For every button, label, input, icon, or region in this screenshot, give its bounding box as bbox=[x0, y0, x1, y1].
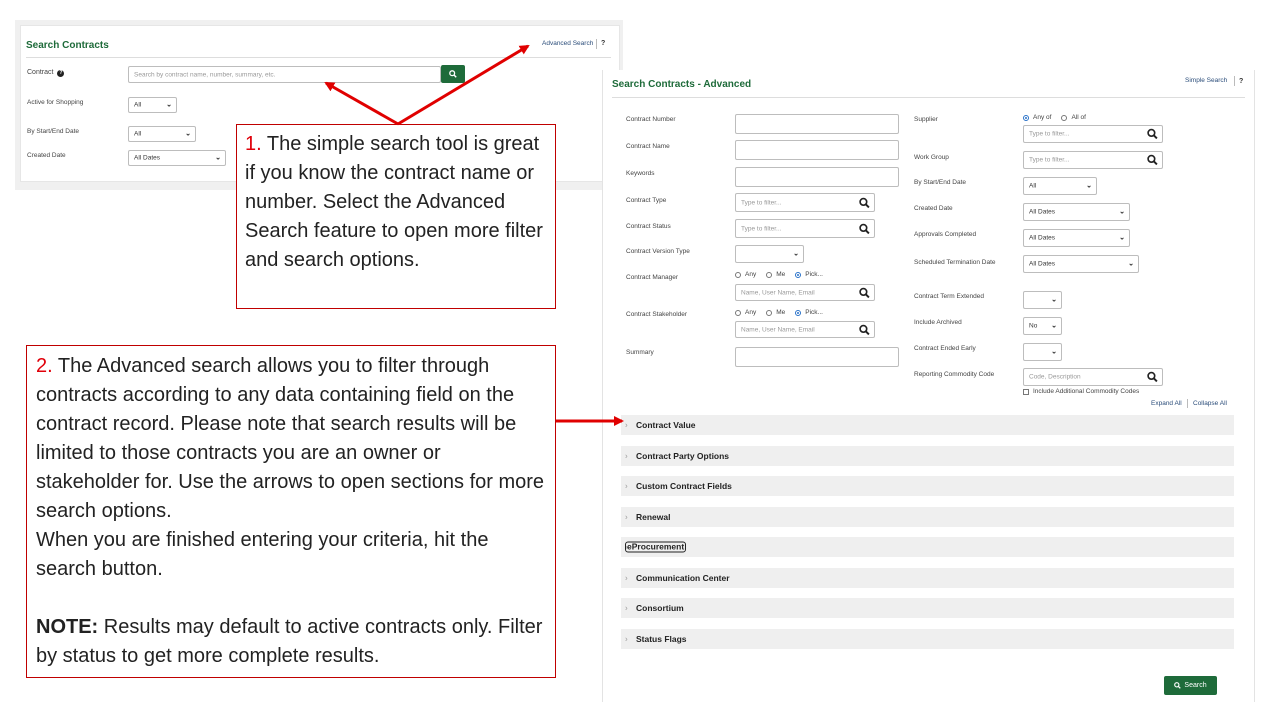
chevron-down-icon: ⌄ bbox=[166, 101, 172, 109]
contract-name-label: Contract Name bbox=[626, 143, 670, 150]
chevron-down-icon: ⌄ bbox=[1051, 296, 1057, 304]
chevron-right-icon: › bbox=[625, 420, 628, 430]
arrow-to-advanced-link bbox=[398, 46, 528, 124]
section-custom-contract-fields[interactable]: › Custom Contract Fields bbox=[621, 476, 1234, 496]
section-contract-value[interactable]: › Contract Value bbox=[621, 415, 1234, 435]
chevron-down-icon: ⌄ bbox=[793, 250, 799, 258]
chevron-down-icon: ⌄ bbox=[1119, 234, 1125, 242]
approvals-completed-select[interactable]: All Dates ⌄ bbox=[1023, 229, 1130, 247]
help-link[interactable]: ? bbox=[601, 40, 606, 47]
contract-manager-input[interactable]: Name, User Name, Email bbox=[735, 284, 875, 301]
created-date-label: Created Date bbox=[27, 152, 66, 159]
active-for-shopping-label: Active for Shopping bbox=[27, 99, 84, 106]
created-date-select[interactable]: All Dates ⌄ bbox=[128, 150, 226, 166]
chevron-right-icon: › bbox=[625, 634, 628, 644]
callout-number: 2. bbox=[36, 355, 53, 377]
approvals-completed-label: Approvals Completed bbox=[914, 231, 977, 238]
info-circle-icon: ? bbox=[59, 70, 63, 76]
contract-type-label: Contract Type bbox=[626, 197, 667, 204]
section-consortium[interactable]: › Consortium bbox=[621, 598, 1234, 618]
section-eprocurement[interactable]: › eProcurement bbox=[621, 537, 1234, 557]
start-end-date-label: By Start/End Date bbox=[27, 128, 80, 135]
callout-text: The simple search tool is great if you know the contract name or number. Select the Advanced Search feature to open more filter and search options. bbox=[245, 133, 543, 271]
scheduled-termination-select[interactable]: All Dates ⌄ bbox=[1023, 255, 1139, 273]
section-communication-center[interactable]: › Communication Center bbox=[621, 568, 1234, 588]
callout-number: 1. bbox=[245, 133, 262, 155]
start-end-date-label: By Start/End Date bbox=[914, 179, 967, 186]
supplier-filter[interactable]: Type to filter... bbox=[1023, 125, 1163, 143]
scheduled-termination-label: Scheduled Termination Date bbox=[914, 259, 996, 266]
arrow-to-contract-search bbox=[326, 83, 398, 124]
callout-note: NOTE: Results may default to active contracts only. Filter by status to get more complete results. bbox=[36, 616, 543, 667]
supplier-any-of-option[interactable]: Any of bbox=[1023, 114, 1051, 121]
include-archived-select[interactable]: No ⌄ bbox=[1023, 317, 1062, 335]
contract-label: Contract ? bbox=[27, 69, 63, 76]
chevron-right-icon: › bbox=[625, 512, 628, 522]
active-for-shopping-select[interactable]: All ⌄ bbox=[128, 97, 177, 113]
section-contract-party-options[interactable]: › Contract Party Options bbox=[621, 446, 1234, 466]
work-group-filter[interactable]: Type to filter... bbox=[1023, 151, 1163, 169]
contract-stakeholder-label: Contract Stakeholder bbox=[626, 311, 688, 318]
manager-pick-option[interactable]: Pick... bbox=[795, 271, 823, 278]
advanced-search-link[interactable]: Advanced Search bbox=[542, 40, 594, 47]
callout-paragraph: 2. The Advanced search allows you to filter through contracts according to any data containing field on the contract record. Please note that search results will be limited to those contracts you are an owner or stakeholder for. Use the arrows to open sections for more search options. bbox=[36, 355, 545, 522]
summary-label: Summary bbox=[626, 349, 654, 356]
term-extended-label: Contract Term Extended bbox=[914, 293, 984, 300]
chevron-down-icon: ⌄ bbox=[1119, 208, 1125, 216]
commodity-code-label: Reporting Commodity Code bbox=[914, 371, 995, 378]
start-end-date-select[interactable]: All ⌄ bbox=[128, 126, 196, 142]
contract-status-filter[interactable]: Type to filter... bbox=[735, 219, 875, 238]
chevron-right-icon: › bbox=[625, 481, 628, 491]
stakeholder-pick-option[interactable]: Pick... bbox=[795, 309, 823, 316]
contract-status-label: Contract Status bbox=[626, 223, 671, 230]
commodity-code-input[interactable]: Code, Description bbox=[1023, 368, 1163, 386]
simple-search-title: Search Contracts bbox=[26, 40, 109, 51]
chevron-down-icon: ⌄ bbox=[185, 130, 191, 138]
created-date-label: Created Date bbox=[914, 205, 953, 212]
stakeholder-me-option[interactable]: Me bbox=[766, 309, 785, 316]
contract-type-filter[interactable]: Type to filter... bbox=[735, 193, 875, 212]
advanced-search-title: Search Contracts - Advanced bbox=[612, 79, 752, 90]
contract-number-label: Contract Number bbox=[626, 116, 676, 123]
supplier-all-of-option[interactable]: All of bbox=[1061, 114, 1085, 121]
chevron-down-icon: ⌄ bbox=[215, 154, 221, 162]
chevron-right-icon: › bbox=[625, 603, 628, 613]
contract-stakeholder-input[interactable]: Name, User Name, Email bbox=[735, 321, 875, 338]
chevron-right-icon: › bbox=[625, 573, 628, 583]
chevron-right-icon: › bbox=[625, 451, 628, 461]
supplier-label: Supplier bbox=[914, 116, 938, 123]
expand-all-link[interactable]: Expand All bbox=[1151, 400, 1182, 407]
section-status-flags[interactable]: › Status Flags bbox=[621, 629, 1234, 649]
stakeholder-any-option[interactable]: Any bbox=[735, 309, 756, 316]
contract-search-input[interactable]: Search by contract name, number, summary, etc. bbox=[128, 66, 441, 83]
chevron-down-icon: ⌄ bbox=[1051, 348, 1057, 356]
keywords-label: Keywords bbox=[626, 170, 655, 177]
help-link[interactable]: ? bbox=[1239, 78, 1244, 85]
ended-early-label: Contract Ended Early bbox=[914, 345, 976, 352]
chevron-down-icon: ⌄ bbox=[1051, 322, 1057, 330]
callout-paragraph: When you are finished entering your criteria, hit the search button. bbox=[36, 529, 489, 580]
chevron-down-icon: ⌄ bbox=[1086, 182, 1092, 190]
manager-any-option[interactable]: Any bbox=[735, 271, 756, 278]
simple-search-link[interactable]: Simple Search bbox=[1185, 77, 1228, 84]
chevron-down-icon: ⌄ bbox=[1128, 260, 1134, 268]
chevron-right-icon: › bbox=[625, 542, 628, 552]
contract-version-type-label: Contract Version Type bbox=[626, 248, 690, 255]
contract-manager-label: Contract Manager bbox=[626, 274, 679, 281]
search-button[interactable]: Search bbox=[1164, 676, 1217, 695]
start-end-date-select[interactable]: All ⌄ bbox=[1023, 177, 1097, 195]
include-additional-codes[interactable]: Include Additional Commodity Codes bbox=[1023, 388, 1139, 395]
work-group-label: Work Group bbox=[914, 154, 949, 161]
include-archived-label: Include Archived bbox=[914, 319, 962, 326]
manager-me-option[interactable]: Me bbox=[766, 271, 785, 278]
created-date-select[interactable]: All Dates ⌄ bbox=[1023, 203, 1130, 221]
section-renewal[interactable]: › Renewal bbox=[621, 507, 1234, 527]
collapse-all-link[interactable]: Collapse All bbox=[1193, 400, 1227, 407]
